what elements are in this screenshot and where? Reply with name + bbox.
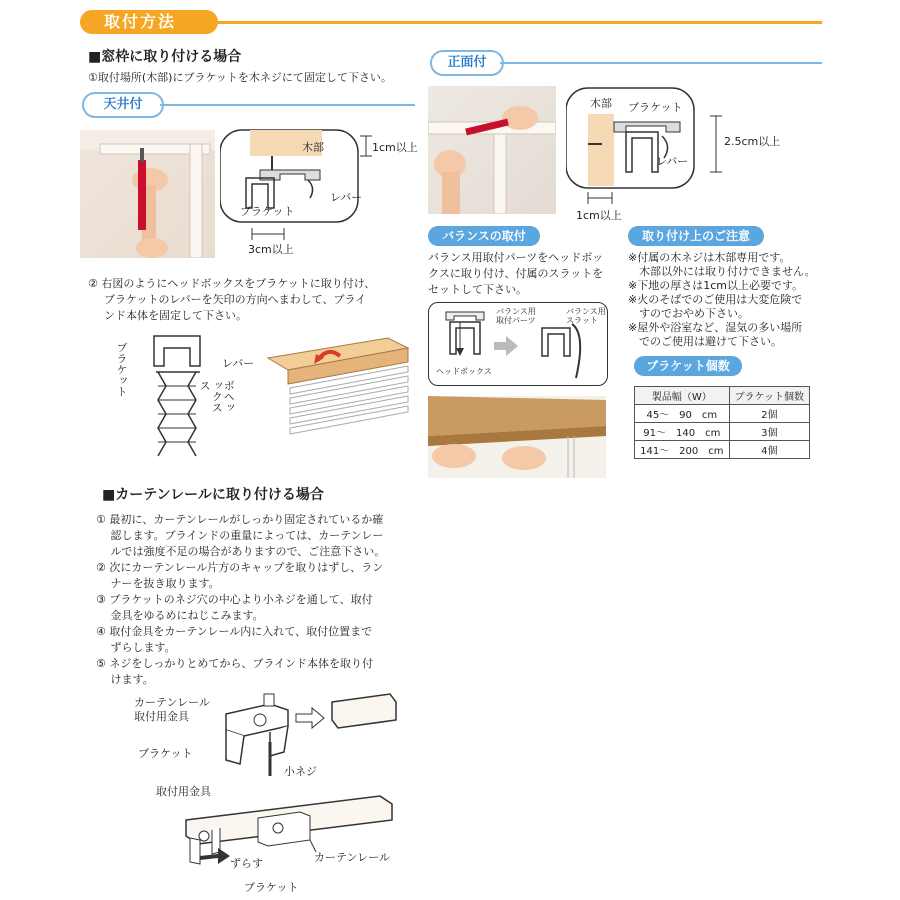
table-cell: 45～ 90 cm — [635, 405, 730, 423]
caution-line-4: すのでおやめ下さい。 — [628, 307, 749, 320]
step2-line2: ブラケットのレバーを矢印の方向へまわして、ブライ — [104, 293, 367, 306]
ceiling-pill-label: 天井付 — [103, 97, 143, 112]
caution-pill-label: 取り付け上のご注意 — [641, 229, 750, 243]
ceiling-pill — [82, 92, 164, 118]
ceiling-install-photo — [80, 130, 215, 258]
caution-line-2: ※下地の厚さは1cm以上必要です。 — [628, 279, 804, 292]
rail-label-curtain-rail: カーテンレール — [314, 851, 390, 864]
table-cell: 91～ 140 cm — [635, 423, 730, 441]
curtain-line-3: ② 次にカーテンレール片方のキャップを取りはずし、ラン — [96, 561, 384, 574]
table-cell: 3個 — [729, 423, 809, 441]
valance-part-text: バランス用 取付パーツ — [496, 307, 536, 325]
front-pill-label: 正面付 — [447, 55, 487, 70]
ceiling-rule — [160, 104, 415, 106]
front-dim-1cm: 1cm以上 — [576, 209, 622, 222]
front-install-photo — [428, 86, 556, 214]
blind-illustration — [258, 318, 418, 438]
caution-line-5: ※屋外や浴室など、湿気の多い場所 — [628, 321, 803, 334]
table-cell: 2個 — [729, 405, 809, 423]
rail-label-fitting — [134, 696, 210, 725]
window-step1: ①取付場所(木部)にブラケットを木ネジにて固定して下さい。 — [88, 71, 392, 84]
step2-line3: ンド本体を固定して下さい。 — [104, 309, 247, 322]
rail-fitting-text: カーテンレール 取付用金具 — [134, 696, 210, 724]
page-title: 取付方法 — [104, 12, 177, 31]
valance-pill — [428, 226, 540, 246]
ceiling-dim-3cm: 3cm以上 — [248, 243, 294, 256]
curtain-line-8: ずらします。 — [96, 641, 176, 654]
front-pill — [430, 50, 504, 76]
rail-label-bracket2: ブラケット — [244, 881, 299, 894]
front-dim-25cm: 2.5cm以上 — [724, 135, 781, 148]
valance-label-slat — [566, 308, 606, 326]
rail-assembly-diagram — [160, 790, 400, 890]
step2-label-lever: レバー — [222, 357, 255, 370]
rail-label-small-screw: 小ネジ — [284, 765, 317, 778]
table-row — [635, 441, 810, 459]
step2-line1: ② 右図のようにヘッドボックスをブラケットに取り付け、 — [88, 277, 376, 290]
caution-line-3: ※火のそばでのご使用は大変危険で — [628, 293, 803, 306]
ceiling-label-lever: レバー — [330, 191, 363, 204]
valance-line1: バランス用取付パーツをヘッドボッ — [428, 251, 604, 264]
table-header: 製品幅（W） — [635, 387, 730, 405]
bracket-count-pill — [634, 356, 742, 376]
table-row — [635, 423, 810, 441]
window-section-heading: ■窓枠に取り付ける場合 — [88, 49, 242, 65]
valance-label-headbox: ヘッドボックス — [436, 367, 492, 376]
table-cell: 4個 — [729, 441, 809, 459]
caution-pill — [628, 226, 764, 246]
bracket-count-table — [634, 386, 810, 459]
step2-bracket-text: ブラケット — [115, 342, 128, 397]
ceiling-photo-illustration — [80, 130, 215, 258]
rail-label-fitting2: 取付用金具 — [156, 785, 211, 798]
ceiling-label-wood: 木部 — [302, 141, 324, 154]
step2-headbox-text: ボヘッ ックス ス — [198, 380, 236, 413]
title-rule — [210, 21, 822, 24]
bracket-count-pill-label: ブラケット個数 — [646, 359, 730, 373]
valance-label-part — [496, 308, 536, 326]
valance-photo — [428, 396, 606, 478]
rail-label-bracket: ブラケット — [138, 747, 193, 760]
front-label-bracket: ブラケット — [628, 101, 683, 114]
front-label-lever: レバー — [656, 155, 689, 168]
curtain-section-heading: ■カーテンレールに取り付ける場合 — [102, 487, 324, 503]
front-rule — [500, 62, 822, 64]
curtain-line-4: ナーを抜き取ります。 — [96, 577, 220, 590]
valance-line2: クスに取り付け、付属のスラットを — [428, 267, 604, 280]
table-cell: 141～ 200 cm — [635, 441, 730, 459]
curtain-line-10: けます。 — [96, 673, 154, 686]
curtain-line-1: 認します。ブラインドの重量によっては、カーテンレー — [96, 529, 384, 542]
front-label-wood: 木部 — [590, 97, 612, 110]
table-row — [635, 405, 810, 423]
curtain-line-5: ③ ブラケットのネジ穴の中心より小ネジを通して、取付 — [96, 593, 373, 606]
valance-line3: セットして下さい。 — [428, 283, 527, 296]
valance-pill-label: バランスの取付 — [442, 229, 526, 243]
step2-label-headbox — [198, 380, 234, 413]
front-photo-illustration — [428, 86, 556, 214]
curtain-line-9: ⑤ ネジをしっかりとめてから、ブラインド本体を取り付 — [96, 657, 374, 670]
table-header: ブラケット個数 — [729, 387, 809, 405]
caution-line-6: でのご使用は避けて下さい。 — [628, 335, 782, 348]
caution-line-0: ※付属の木ネジは木部専用です。 — [628, 251, 791, 264]
valance-slat-text: バランス用 スラット — [566, 307, 606, 325]
valance-photo-illustration — [428, 396, 606, 478]
step2-label-bracket — [116, 342, 127, 397]
table-header-row — [635, 387, 810, 405]
caution-line-1: 木部以外には取り付けできません。 — [628, 265, 816, 278]
ceiling-label-bracket: ブラケット — [240, 205, 295, 218]
ceiling-dim-1cm: 1cm以上 — [372, 141, 418, 154]
rail-label-slide: ずらす — [230, 857, 263, 870]
curtain-line-6: 金具をゆるめにねじこみます。 — [96, 609, 264, 622]
curtain-line-0: ① 最初に、カーテンレールがしっかり固定されているか確 — [96, 513, 384, 526]
curtain-line-7: ④ 取付金具をカーテンレール内に入れて、取付位置まで — [96, 625, 373, 638]
curtain-line-2: ルでは強度不足の場合がありますので、ご注意下さい。 — [96, 545, 386, 558]
